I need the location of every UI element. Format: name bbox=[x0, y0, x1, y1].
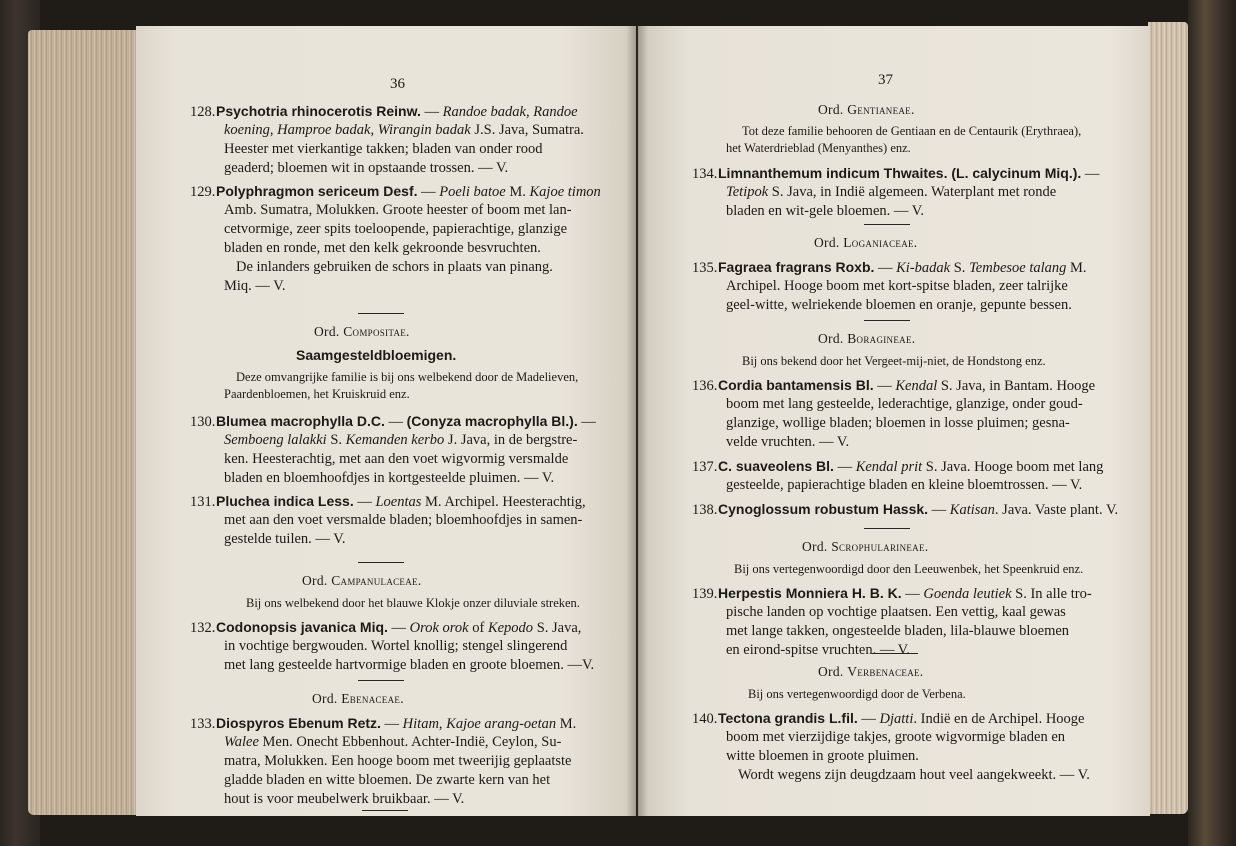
family-note-line-2: het Waterdrieblad (Menyanthes) enz. bbox=[726, 141, 911, 155]
entry-134-line-2: Tetipok S. Java, in Indië algemeen. Waterplant met ronde bbox=[726, 184, 1057, 200]
entry-133-line-1: 133.Diospyros Ebenum Retz. — Hitam, Kajoe arang-oetan M. bbox=[190, 715, 577, 732]
divider bbox=[872, 653, 918, 654]
entry-136-line-3: glanzige, wollige bladen; bloemen in losse pluimen; gesna- bbox=[726, 415, 1070, 431]
entry-132-line-1: 132.Codonopsis javanica Miq. — Orok orok of Kepodo S. Java, bbox=[190, 619, 582, 636]
entry-131-line-3: gestelde tuilen. — V. bbox=[224, 531, 346, 547]
entry-137-line-1: 137.C. suaveolens Bl. — Kendal prit S. Java. Hooge boom met lang bbox=[692, 458, 1104, 475]
family-note-line-1: Tot deze familie behooren de Gentiaan en de Centaurik (Erythraea), bbox=[742, 124, 1082, 138]
page-edges-left bbox=[28, 30, 140, 815]
entry-133-line-3: matra, Molukken. Een hooge boom met tweerijig geplaatste bbox=[224, 753, 572, 769]
family-note: Bij ons vertegenwoordigd door de Verbena. bbox=[748, 687, 966, 701]
entry-134-line-1: 134.Limnanthemum indicum Thwaites. (L. calycinum Miq.). — bbox=[692, 165, 1100, 182]
entry-128-line-1: 128.Psychotria rhinocerotis Reinw. — Randoe badak, Randoe bbox=[190, 103, 578, 120]
entry-138-line-1: 138.Cynoglossum robustum Hassk. — Katisan. Java. Vaste plant. V. bbox=[692, 501, 1119, 518]
entry-128-line-4: geaderd; bloemen wit in opstaande trossen. — V. bbox=[224, 160, 509, 176]
entry-140-line-4: Wordt wegens zijn deugdzaam hout veel aangekweekt. — V. bbox=[738, 767, 1090, 783]
entry-135-line-1: 135.Fagraea fragrans Roxb. — Ki-badak S. Tembesoe talang M. bbox=[692, 259, 1087, 276]
divider bbox=[358, 562, 404, 563]
family-note-line-2: Paardenbloemen, het Kruiskruid enz. bbox=[224, 387, 410, 401]
family-heading-saamgesteldbloemigen: Saamgesteldbloemigen. bbox=[296, 347, 457, 363]
entry-129-line-3: cetvormige, zeer spits toeloopende, papierachtige, glanzige bbox=[224, 221, 568, 237]
entry-133-line-5: hout is voor meubelwerk bruikbaar. — V. bbox=[224, 791, 465, 807]
entry-130-line-3: ken. Heesterachtig, met aan den voet wigvormig versmalde bbox=[224, 451, 569, 467]
entry-129-line-1: 129.Polyphragmon sericeum Desf. — Poeli batoe M. Kajoe timon bbox=[190, 183, 601, 200]
entry-130-line-1: 130.Blumea macrophylla D.C. — (Conyza macrophylla Bl.). — bbox=[190, 413, 596, 430]
family-note: Bij ons bekend door het Vergeet-mij-niet, de Hondstong enz. bbox=[742, 354, 1046, 368]
order-heading-gentianeae: Ord. Gentianeae. bbox=[818, 102, 915, 117]
entry-128-line-2: koening, Hamproe badak, Wirangin badak J.S. Java, Sumatra. bbox=[224, 122, 584, 138]
entry-131-line-1: 131.Pluchea indica Less. — Loentas M. Archipel. Heesterachtig, bbox=[190, 493, 586, 510]
entry-129-line-4: bladen en ronde, met den kelk gekroonde besvruchten. bbox=[224, 240, 541, 256]
page-number: 37 bbox=[878, 72, 893, 88]
divider bbox=[864, 528, 910, 529]
page-edges-right bbox=[1148, 22, 1188, 814]
page-right bbox=[638, 26, 1150, 816]
entry-128-line-3: Heester met vierkantige takken; bladen van onder rood bbox=[224, 141, 543, 157]
entry-133-line-4: gladde bladen en witte bloemen. De zwarte kern van het bbox=[224, 772, 551, 788]
entry-132-line-3: met lang gesteelde hartvormige bladen en groote bloemen. —V. bbox=[224, 657, 595, 673]
entry-136-line-2: boom met lang gesteelde, lederachtige, glanzige, onder goud- bbox=[726, 396, 1083, 412]
entry-140-line-2: boom met vierzijdige takjes, groote wigvormige bladen en bbox=[726, 729, 1066, 745]
entry-139-line-4: en eirond-spitse vruchten. — V. bbox=[726, 642, 910, 658]
book-cover-right bbox=[1188, 0, 1236, 846]
entry-130-line-2: Semboeng lalakki S. Kemanden kerbo J. Java, in de bergstre- bbox=[224, 432, 578, 448]
divider bbox=[864, 224, 910, 225]
entry-137-line-2: gesteelde, papierachtige bladen en kleine bloemtrossen. — V. bbox=[726, 477, 1083, 493]
entry-131-line-2: met aan den voet versmalde bladen; bloemhoofdjes in samen- bbox=[224, 512, 583, 528]
entry-133-line-2: Walee Men. Onecht Ebbenhout. Achter-Indië, Ceylon, Su- bbox=[224, 734, 562, 750]
entry-140-line-3: witte bloemen in groote pluimen. bbox=[726, 748, 919, 764]
entry-140-line-1: 140.Tectona grandis L.fil. — Djatti. Indië en de Archipel. Hooge bbox=[692, 710, 1085, 727]
family-note: Bij ons vertegenwoordigd door den Leeuwenbek, het Speenkruid enz. bbox=[734, 562, 1084, 576]
entry-136-line-4: velde vruchten. — V. bbox=[726, 434, 850, 450]
entry-129-line-5: De inlanders gebruiken de schors in plaats van pinang. bbox=[236, 259, 553, 275]
divider bbox=[358, 680, 404, 681]
entry-135-line-3: geel-witte, welriekende bloemen en oranje, gepunte bessen. bbox=[726, 297, 1072, 313]
entry-129-line-2: Amb. Sumatra, Molukken. Groote heester of boom met lan- bbox=[224, 202, 572, 218]
entry-130-line-4: bladen en bloemhoofdjes in kortgesteelde pluimen. — V. bbox=[224, 470, 555, 486]
entry-135-line-2: Archipel. Hooge boom met kort-spitse bladen, zeer talrijke bbox=[726, 278, 1068, 294]
order-heading-boragineae: Ord. Boragineae. bbox=[818, 331, 916, 346]
order-heading-campanulaceae: Ord. Campanulaceae. bbox=[302, 573, 422, 588]
order-heading-ebenaceae: Ord. Ebenaceae. bbox=[312, 691, 404, 706]
entry-134-line-3: bladen en wit-gele bloemen. — V. bbox=[726, 203, 924, 219]
order-heading-scrophularineae: Ord. Scrophularineae. bbox=[802, 539, 929, 554]
book-gutter bbox=[626, 26, 648, 816]
order-heading-verbenaceae: Ord. Verbenaceae. bbox=[818, 664, 924, 679]
entry-139-line-3: met lange takken, ongesteelde bladen, lila-blauwe bloemen bbox=[726, 623, 1070, 639]
entry-139-line-1: 139.Herpestis Monniera H. B. K. — Goenda leutiek S. In alle tro- bbox=[692, 585, 1092, 602]
divider bbox=[358, 313, 404, 314]
family-note-line-1: Deze omvangrijke familie is bij ons welbekend door de Madelieven, bbox=[236, 370, 579, 384]
family-note: Bij ons welbekend door het blauwe Klokje onzer diluviale streken. bbox=[246, 596, 580, 610]
page-number: 36 bbox=[390, 76, 405, 92]
entry-136-line-1: 136.Cordia bantamensis Bl. — Kendal S. Java, in Bantam. Hooge bbox=[692, 377, 1096, 394]
entry-139-line-2: pische landen op vochtige plaatsen. Een vettig, kaal gewas bbox=[726, 604, 1066, 620]
divider bbox=[864, 320, 910, 321]
page-left bbox=[136, 26, 636, 816]
entry-132-line-2: in vochtige bergwouden. Wortel knollig; stengel slingerend bbox=[224, 638, 568, 654]
order-heading-compositae: Ord. Compositae. bbox=[314, 324, 410, 339]
order-heading-loganiaceae: Ord. Loganiaceae. bbox=[814, 235, 918, 250]
divider bbox=[362, 810, 408, 811]
entry-129-line-6: Miq. — V. bbox=[224, 278, 286, 294]
